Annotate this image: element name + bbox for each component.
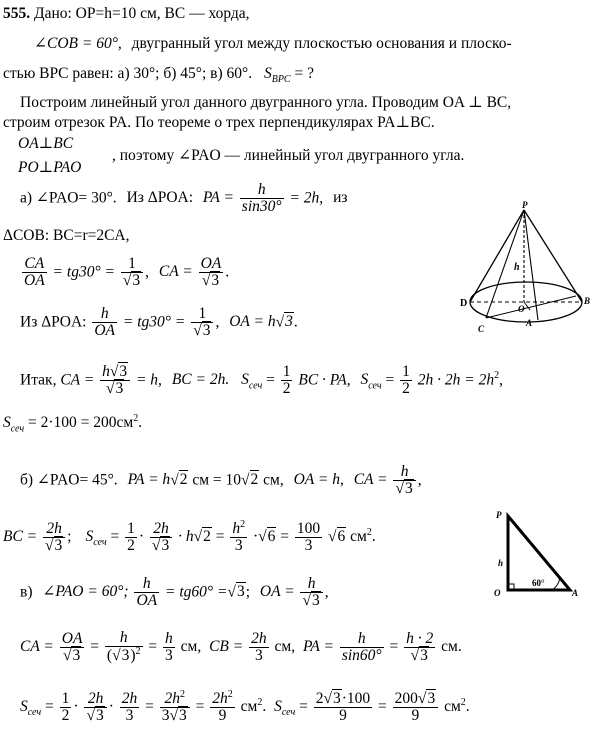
cm2-sup-2: 2 (366, 526, 372, 538)
fraction-ca-oa (22, 256, 47, 290)
frac-num: 100 (296, 519, 321, 537)
frac-den: OA (94, 322, 116, 340)
tri-label-h: h (498, 558, 504, 568)
sqrt6: 6 (267, 527, 276, 545)
cone-right-edge (524, 210, 582, 302)
fraction-oa-sqrt3: $\frac{OA}{√3}$ (200, 255, 222, 290)
fraction-oa-sqrt3-2: $\frac{OA}{√3}$ (61, 629, 83, 664)
label-c: C (478, 324, 485, 334)
cone-pa (524, 210, 538, 320)
frac-den: 3 (255, 646, 263, 664)
frac-num: 1 (121, 256, 143, 273)
from-poa: Из ΔPOA: (20, 313, 87, 331)
frac-den: 3 (420, 646, 428, 664)
frac-num: h · 2 (406, 629, 434, 647)
frac-num: h (240, 182, 284, 199)
frac-den: 2 (282, 380, 291, 398)
tri-label-o: O (494, 588, 501, 598)
semicolon: ; (67, 527, 72, 545)
perp-po-pao: PO⊥PAO (18, 159, 82, 176)
cone-figure (458, 200, 598, 350)
s-sec-3: S (3, 414, 11, 432)
bc-eq: BC = (3, 527, 38, 545)
frac-den: 3 (234, 537, 243, 555)
pa-result: = 2h, (289, 189, 324, 207)
bc-pa: BC · PA, (298, 371, 351, 389)
frac-num: 2h (150, 521, 172, 538)
frac-den: 2 (127, 536, 135, 554)
fraction-2h-3-2 (120, 691, 140, 725)
fraction-200sqrt3-9: $\frac{200√3}{9}$ (393, 691, 439, 725)
frac-num: 200 (394, 689, 418, 707)
frac-num: 2h (121, 689, 138, 707)
frac-den: 3 (115, 380, 124, 398)
pa-eq-2: PA = (302, 637, 334, 655)
solution-line-2: строим отрезок PA. По теореме о трех перпендикулярах PA⊥BC. (3, 114, 435, 131)
tg30: = tg30° = (52, 263, 115, 281)
label-h: h (514, 262, 520, 273)
fraction-h-sqrt3-2: $\frac{h}{√3}$ (300, 576, 322, 610)
frac-den: 3 (121, 647, 130, 665)
frac-num: h (92, 306, 117, 323)
s-sec: S (241, 371, 249, 389)
fraction-half (281, 364, 293, 398)
num-sqrt3: 3 (119, 363, 128, 380)
ca-eq: CA = (158, 263, 193, 281)
sec-subscript-6: сеч (281, 707, 296, 718)
two-h-product: 2h · 2h = 2h (417, 371, 495, 389)
cm-unit-2: см (441, 637, 458, 655)
fraction-1-sqrt3-2: $\frac{1}{√3}$ (191, 306, 213, 340)
fraction-2sqrt3-100-9: $\frac{2√3\cdot 100}{9}$ (315, 689, 371, 724)
oa-eq-3: OA = (259, 583, 295, 601)
period-3: . (457, 637, 462, 655)
frac-num: h (165, 629, 173, 647)
frac-num: 2h (164, 690, 180, 708)
fraction-h-sqrt3: $\frac{h}{√3}$ (393, 464, 415, 498)
tri-angle-label: 60° (532, 578, 545, 588)
frac-num: CA (22, 256, 47, 273)
fraction-h-3 (163, 631, 175, 665)
fraction-h-oa-2 (134, 576, 159, 610)
h-sqrt2: · h (178, 527, 194, 545)
period-4: . (262, 697, 267, 715)
frac-num: OA (61, 629, 83, 647)
fraction-half-2 (400, 364, 412, 398)
label-d: D (460, 298, 468, 309)
s-sec-5: S (20, 697, 28, 715)
sq-sup-2: 2 (135, 646, 141, 658)
label-p: P (522, 200, 528, 210)
square-sup: 2 (494, 370, 500, 382)
cm2-sup-4: 2 (460, 696, 466, 708)
oa-h: OA = h, (293, 471, 344, 489)
frac-num: h (102, 363, 110, 380)
case-a-line (20, 182, 347, 216)
sec-subscript-3: сеч (10, 423, 25, 435)
equals: = (110, 527, 120, 545)
cm-unit-4: см (444, 697, 461, 715)
sqrt6-2: 6 (337, 527, 346, 545)
frac-den: 3 (161, 536, 170, 554)
case-b-line: б) ∠PAO= 45°. PA = h√2 см = 10√2 см, OA = h, CA = $\frac{h}{√3}$ , (20, 463, 422, 498)
cm2-sup: 2 (133, 413, 139, 424)
tri-label-a: A (572, 588, 579, 598)
fraction-2h-sqrt3-2: $\frac{2h}{√3}$ (150, 521, 172, 555)
fraction-2h2-3sqrt3: $\frac{2h^2}{3√3}$ (160, 690, 190, 725)
case-c-label: в) (20, 583, 33, 601)
frac-den: OA (24, 272, 45, 290)
tri-label-p: P (496, 510, 502, 520)
num-sqrt3-3: 3 (427, 689, 436, 707)
frac-den: 3 (125, 706, 134, 724)
frac-num: 1 (402, 363, 410, 380)
fraction-100-3 (295, 521, 322, 555)
label-o: O (518, 304, 525, 314)
semicolon-2: ; (245, 583, 250, 601)
given-cases: стью BPC равен: а) 30°; б) 45°; в) 60°. (3, 65, 253, 82)
frac-num: h (134, 576, 159, 593)
ca-eq-3: CA = (353, 471, 388, 489)
s-value: = 2·100 = 200см (28, 414, 134, 432)
frac-den: 2 (402, 380, 410, 398)
frac-den: 2 (61, 706, 70, 724)
case-a-label: а) ∠PAO= 30°. (20, 189, 117, 207)
frac-num: 1 (191, 306, 213, 323)
frac-den: 3 (404, 480, 413, 498)
linear-angle-text: , поэтому ∠PAO — линейный угол двугранного угла. (112, 147, 465, 164)
bc-line: BC = $\frac{2h}{√3}$ ; $S_{сеч}$ = $\frac{1}{2}$ · $\frac{2h}{√3}$ · h√2 = $\frac{h^2}{3}$ ·√6 = $\frac{100}{3}$ √6 $см^2$. (3, 519, 376, 555)
ca-oa-line: $\frac{CA}{OA}$ = tg30° = $\frac{1}{√3}$ , CA = $\frac{OA}{√3}$ . (24, 255, 230, 290)
frac-num: 2h (212, 690, 228, 708)
fraction-h-sin30 (240, 182, 284, 216)
frac-den: 3 (179, 707, 187, 725)
sqrt2-3: 2 (203, 527, 211, 545)
given-cases-line (3, 66, 314, 85)
area-subscript: BPC (271, 74, 291, 86)
solution-line-1: Построим линейный угол данного двугранного угла. Проводим OA ⊥ BC, (20, 94, 512, 111)
cm-unit: см (350, 527, 367, 545)
angle-pao-60: ∠PAO = 60°; (42, 583, 129, 601)
sec-subscript-2: сеч (368, 380, 382, 392)
frac-den: 3 (95, 706, 104, 724)
pa-h-sqrt2: PA = h (127, 471, 171, 489)
fraction-h-sin60 (340, 631, 384, 665)
tg30-2: = tg30° = (122, 313, 186, 331)
sq-sup-4: 2 (227, 689, 233, 700)
fraction-h2-3 (230, 520, 247, 555)
frac-den: 9 (339, 706, 347, 724)
period-2: . (371, 527, 376, 545)
frac-den: 9 (218, 707, 227, 725)
angle-cob: ∠COB = 60°, (34, 35, 122, 52)
cb-eq: CB = (209, 637, 244, 655)
frac-den: 3 (165, 646, 173, 664)
frac-den: sin30° (241, 198, 282, 216)
cm-10: см = 10 (192, 471, 242, 489)
cm-comma: см, (263, 471, 284, 489)
sq-sup-3: 2 (180, 689, 185, 700)
s-final-line: $S_{сеч}$ = $\frac{1}{2}$ · $\frac{2h}{√3}$ · $\frac{2h}{3}$ = $\frac{2h^2}{3√3}$ = $\frac{2h^2}{9}$ $см^2$. $S_{сеч}$ = $\frac{2√3\cdot 100}{9}$ = $\frac{200√3}{9}$ $см^2$. (20, 689, 470, 725)
frac-den: sin60° (341, 646, 382, 664)
frac-num: OA (200, 255, 222, 272)
unknown-mark: = ? (294, 65, 314, 82)
equals-h: = h, (135, 371, 162, 389)
frac-den: 3 (54, 536, 63, 554)
cm-comma-2: см, (180, 637, 202, 655)
ca-cb-pa-line: CA = $\frac{OA}{√3}$ = $\frac{h}{(√3)^2}$ = $\frac{h}{3}$ см, CB = $\frac{2h}{3}$ см, PA = $\frac{h}{\sin 60^\circ}$ = $\frac{h \cdot 2}{√3}$ см. (20, 629, 462, 665)
fraction-h-sqrt3sq: $\frac{h}{(√3)^2}$ (106, 629, 141, 665)
ca-eq-2: CA = (60, 371, 95, 389)
fraction-half-3 (125, 521, 137, 555)
comma: , (499, 371, 503, 389)
case-a-from: Из ΔPOA: (126, 189, 194, 207)
frac-num: 2h (251, 629, 267, 647)
frac-num: 1 (127, 519, 135, 537)
frac-num: 2 (315, 689, 324, 707)
s-sec-6: S (274, 697, 282, 715)
sec-subscript-4: сеч (93, 537, 107, 548)
sqrt3-tg: 3 (236, 583, 245, 601)
given-dihedral-text: двугранный угол между плоскостью основания и плоско- (131, 35, 512, 52)
sec-subscript: сеч (248, 380, 263, 392)
fraction-2h-3 (249, 631, 269, 665)
frac-den: 3 (311, 592, 320, 610)
frac-den: 9 (411, 706, 420, 724)
label-b: B (584, 296, 591, 306)
triangle-figure (488, 508, 588, 598)
frac-num: h (300, 576, 322, 593)
oa-result: OA = h (229, 313, 276, 331)
area-symbol: S (263, 65, 272, 82)
fraction-h-oa (92, 306, 117, 340)
ca-eq-4: CA = (20, 637, 54, 655)
poa-line: Из ΔPOA: $\frac{h}{OA}$ = tg30° = $\frac{1}{√3}$ , OA = h√3. (20, 305, 298, 340)
cm-comma-3: см, (274, 637, 296, 655)
s-sec-2: S (360, 371, 369, 389)
frac-num: 2h (84, 691, 106, 708)
from-word: из (333, 189, 348, 207)
case-b-label: б) ∠PAO= 45°. (20, 471, 118, 489)
cob-line: ΔCOB: BC=r=2CA, (3, 227, 130, 244)
itak-line: Итак, CA = $\frac{h√3}{√3}$ = h, BC = 2h. $S_{сеч}$ = $\frac{1}{2}$ BC · PA, $S_{сеч}$ = $\frac{1}{2}$ $2h \cdot 2h = 2h^2$, (20, 363, 503, 398)
perp-oa-bc: OA⊥BC (18, 135, 74, 152)
pa-eq: PA = (202, 189, 234, 207)
frac-num: h (340, 631, 384, 648)
sec-subscript-5: сеч (27, 707, 42, 718)
bc-2h: BC = 2h. (171, 371, 230, 389)
frac-den: 3 (304, 536, 313, 554)
s-sec-4: S (85, 527, 94, 545)
frac-den: OA (136, 592, 158, 610)
fraction-h2-sqrt3: $\frac{h \cdot 2}{√3}$ (406, 629, 434, 664)
fraction-half-4 (60, 691, 72, 725)
frac-num: h (232, 520, 241, 538)
sqrt2: 2 (179, 471, 188, 489)
problem-header (3, 6, 250, 22)
label-a: A (526, 318, 533, 328)
frac-den: 3 (72, 646, 81, 664)
oa-sqrt3: 3 (285, 313, 293, 331)
frac-den: 3 (202, 322, 211, 340)
case-c-line: в) ∠PAO = 60°; $\frac{h}{OA}$ = tg60° =√3; OA = $\frac{h}{√3}$ , (20, 575, 329, 610)
given-text: Дано: OP=h=10 см, BC — хорда, (34, 5, 250, 22)
frac-num: 1 (61, 689, 70, 707)
frac-num: h (105, 630, 143, 647)
cm2-sup-3: 2 (257, 696, 263, 708)
fraction-2h-sqrt3: $\frac{2h}{√3}$ (43, 521, 65, 555)
den-3: 3 (161, 707, 170, 725)
problem-number: 555. (3, 5, 31, 22)
frac-num: h (393, 464, 415, 481)
fraction-1-sqrt3: $\frac{1}{√3}$ (121, 256, 143, 290)
fraction-hsqrt3-sqrt3: $\frac{h√3}{√3}$ (100, 364, 130, 398)
chord-cb (486, 296, 576, 318)
cm-unit-3: см (240, 697, 258, 715)
s-value-line (3, 414, 142, 434)
frac-num: 1 (282, 363, 291, 380)
frac-num: 2h (43, 521, 65, 538)
sq-sup: 2 (240, 519, 246, 530)
given-angle-line (34, 36, 512, 52)
num-sqrt3-2: 3 (333, 689, 341, 707)
itak-word: Итак, (20, 371, 57, 389)
frac-den: 3 (211, 272, 220, 290)
sqrt2-2: 2 (250, 471, 259, 489)
period: . (138, 414, 143, 432)
frac-den: 3 (132, 272, 141, 290)
period-5: . (465, 697, 470, 715)
fraction-2h2-9 (210, 690, 235, 725)
num-100: ·100 (341, 689, 371, 707)
fraction-2h-sqrt3-3: $\frac{2h}{√3}$ (84, 691, 106, 725)
tg60: = tg60° = (164, 583, 228, 601)
